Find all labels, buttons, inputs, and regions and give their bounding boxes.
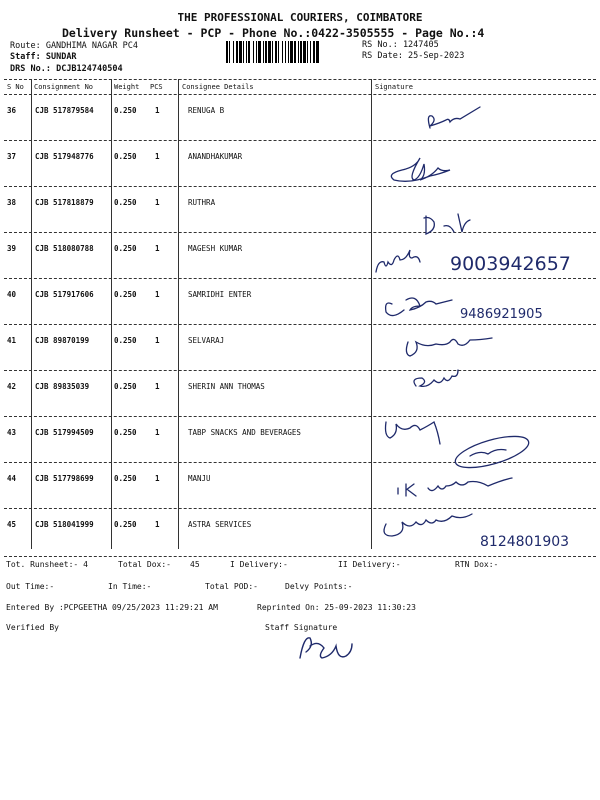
row-consignment: CJB 517879584 <box>35 106 94 115</box>
row-consignee: RENUGA B <box>188 106 225 115</box>
signature-39 <box>376 250 420 272</box>
row-weight: 0.250 <box>114 152 137 161</box>
row-consignment: CJB 518080788 <box>35 244 94 253</box>
row-consignee: TABP SNACKS AND BEVERAGES <box>188 428 301 437</box>
staff-signature-label: Staff Signature <box>265 623 338 632</box>
handwritten-phone-45: 8124801903 <box>480 534 570 550</box>
row-consignment: CJB 89870199 <box>35 336 90 345</box>
drs-number: DCJB124740504 <box>56 64 123 74</box>
signature-41 <box>406 338 492 356</box>
row-consignment: CJB 517917606 <box>35 290 94 299</box>
signature-45 <box>384 514 472 536</box>
row-consignee: ASTRA SERVICES <box>188 520 252 529</box>
row-pcs: 1 <box>155 198 160 207</box>
row-pcs: 1 <box>155 474 160 483</box>
row-consignee: SELVARAJ <box>188 336 225 345</box>
row-pcs: 1 <box>155 244 160 253</box>
signature-36 <box>428 107 480 128</box>
row-consignee: SHERIN ANN THOMAS <box>188 382 265 391</box>
signature-43 <box>386 422 441 444</box>
row-sno: 37 <box>7 152 17 161</box>
out-time: Out Time:- <box>6 582 55 591</box>
company-title: THE PROFESSIONAL COURIERS, COIMBATORE <box>177 11 423 24</box>
row-sno: 39 <box>7 244 17 253</box>
rs-date: RS Date: 25-Sep-2023 <box>362 51 465 61</box>
row-weight: 0.250 <box>114 198 137 207</box>
col-header-sno: S No <box>7 83 24 91</box>
col-header-signature: Signature <box>375 83 413 91</box>
row-consignment: CJB 517798699 <box>35 474 94 483</box>
row-weight: 0.250 <box>114 474 137 483</box>
rtn-dox: RTN Dox:- <box>455 560 499 569</box>
total-dox-label: Total Dox:- <box>118 560 171 569</box>
delvy-points: Delvy Points:- <box>285 582 353 591</box>
row-consignee: SAMRIDHI ENTER <box>188 290 252 299</box>
row-sno: 41 <box>7 336 17 345</box>
total-pod: Total POD:- <box>205 582 258 591</box>
handwritten-phone-40: 9486921905 <box>460 307 543 322</box>
table-header-rule <box>4 94 596 95</box>
signature-40 <box>386 298 452 316</box>
table-top-rule <box>4 79 596 80</box>
row-pcs: 1 <box>155 336 160 345</box>
row-pcs: 1 <box>155 106 160 115</box>
summary-rule <box>4 556 596 557</box>
row-sno: 42 <box>7 382 17 391</box>
row-pcs: 1 <box>155 428 160 437</box>
in-time: In Time:- <box>108 582 152 591</box>
row-consignment: CJB 517818879 <box>35 198 94 207</box>
col-header-consignee: Consignee Details <box>182 83 254 91</box>
row-consignment: CJB 517948776 <box>35 152 94 161</box>
ii-delivery: II Delivery:- <box>338 560 401 569</box>
row-consignment: CJB 517994509 <box>35 428 94 437</box>
row-consignee: RUTHRA <box>188 198 216 207</box>
col-header-pcs: PCS <box>150 83 163 91</box>
entered-by: Entered By :PCPGEETHA 09/25/2023 11:29:21 AM <box>6 603 218 612</box>
row-sno: 44 <box>7 474 17 483</box>
signature-38 <box>424 214 470 234</box>
row-sno: 40 <box>7 290 17 299</box>
row-sno: 38 <box>7 198 17 207</box>
row-weight: 0.250 <box>114 428 137 437</box>
runsheet-subtitle: Delivery Runsheet - PCP - Phone No.:0422-3505555 - Page No.:4 <box>62 26 485 40</box>
i-delivery: I Delivery:- <box>230 560 288 569</box>
route-label: Route: GANDHIMA NAGAR PC4 <box>10 41 138 51</box>
signature-44 <box>398 478 512 496</box>
staff-line <box>10 52 77 62</box>
row-sno: 36 <box>7 106 17 115</box>
row-consignee: ANANDHAKUMAR <box>188 152 243 161</box>
row-pcs: 1 <box>155 382 160 391</box>
signature-42 <box>414 370 458 386</box>
staff-signature <box>290 630 360 664</box>
drs-label: DRS No.: <box>10 64 51 74</box>
staff-name: SUNDAR <box>45 52 77 62</box>
row-sno: 45 <box>7 520 17 529</box>
row-weight: 0.250 <box>114 336 137 345</box>
verified-by: Verified By <box>6 623 59 632</box>
handwritten-phone-39: 9003942657 <box>450 253 571 275</box>
row-weight: 0.250 <box>114 520 137 529</box>
row-consignee: MAGESH KUMAR <box>188 244 243 253</box>
row-consignment: CJB 89835039 <box>35 382 90 391</box>
reprinted-on: Reprinted On: 25-09-2023 11:30:23 <box>257 603 416 612</box>
row-weight: 0.250 <box>114 290 137 299</box>
col-header-weight: Weight <box>114 83 140 91</box>
row-sno: 43 <box>7 428 17 437</box>
row-pcs: 1 <box>155 520 160 529</box>
drs-line <box>10 64 123 74</box>
row-weight: 0.250 <box>114 106 137 115</box>
staff-label: Staff: <box>10 52 41 62</box>
row-pcs: 1 <box>155 290 160 299</box>
barcode <box>226 41 350 63</box>
col-header-consignment: Consignment No <box>34 83 94 91</box>
signature-37 <box>391 158 450 181</box>
row-pcs: 1 <box>155 152 160 161</box>
signature-area <box>372 96 596 556</box>
row-consignment: CJB 518041999 <box>35 520 94 529</box>
rs-number: RS No.: 1247405 <box>362 40 439 50</box>
total-dox-value: 45 <box>190 560 200 569</box>
tot-runsheet: Tot. Runsheet:- 4 <box>6 560 88 569</box>
row-weight: 0.250 <box>114 382 137 391</box>
row-weight: 0.250 <box>114 244 137 253</box>
row-consignee: MANJU <box>188 474 211 483</box>
